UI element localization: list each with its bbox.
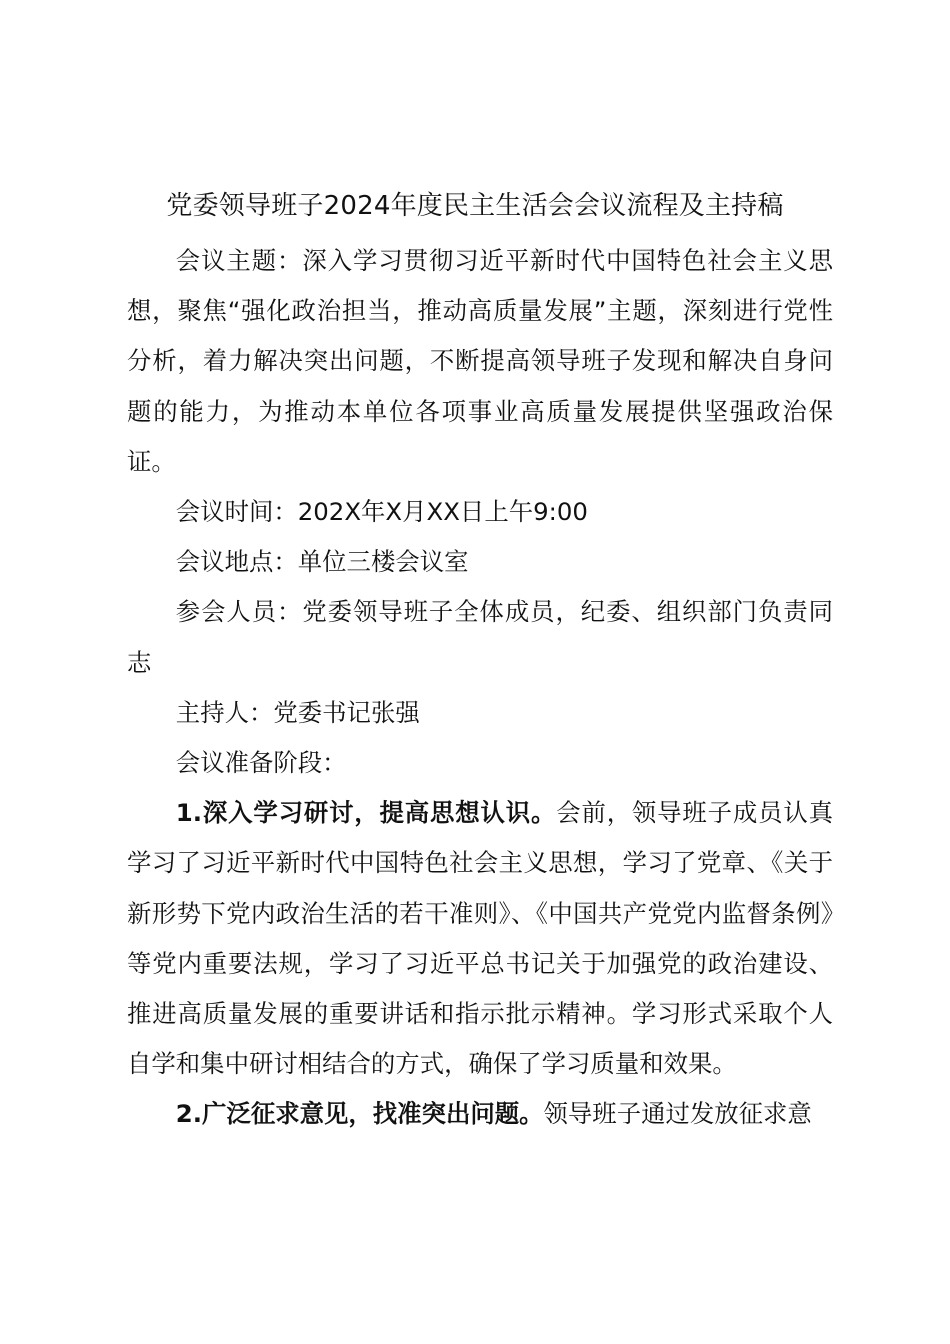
document-title: 党委领导班子2024年度民主生活会会议流程及主持稿 xyxy=(166,191,784,221)
item-2-text: 领导班子通过发放征求意 xyxy=(543,1099,812,1129)
host-label: 主持人： xyxy=(175,697,274,727)
document-body xyxy=(127,236,833,1140)
meeting-time-text: 202X年X月XX日上午9:00 xyxy=(297,497,588,527)
item-1-text: 会前，领导班子成员认真学习了习近平新时代中国特色社会主义思想，学习了党章、《关于新形势下党内政治生活的若干准则》、《中国共产党党内监督条例》等党内重要法规，学习了习近平总书记关于加强党的政治建设、推进高质量发展的重要讲话和指示批示精神。学习形式采取个人自学和集中研讨相结合的方式，确保了学习质量和效果。 xyxy=(127,798,833,1079)
attendees-label: 参会人员： xyxy=(175,597,303,627)
meeting-theme-paragraph xyxy=(127,236,833,487)
meeting-place-label: 会议地点： xyxy=(175,547,298,577)
attendees-paragraph xyxy=(127,587,833,687)
preparation-heading: 会议准备阶段： xyxy=(175,748,347,778)
meeting-theme-text: 深入学习贯彻习近平新时代中国特色社会主义思想，聚焦“强化政治担当，推动高质量发展”主题，深刻进行党性分析，着力解决突出问题，不断提高领导班子发现和解决自身问题的能力，为推动本单位各项事业高质量发展提供坚强政治保证。 xyxy=(127,246,833,476)
meeting-theme-label: 会议主题： xyxy=(175,246,303,275)
meeting-place-text: 单位三楼会议室 xyxy=(297,547,469,577)
meeting-time-paragraph xyxy=(127,487,833,537)
host-text: 党委书记张强 xyxy=(273,697,420,727)
host-paragraph xyxy=(127,688,833,738)
item-1-paragraph xyxy=(127,788,833,1089)
item-2-heading: 2.广泛征求意见，找准突出问题。 xyxy=(175,1099,544,1129)
item-1-heading: 1.深入学习研讨，提高思想认识。 xyxy=(175,798,557,828)
attendees-text: 党委领导班子全体成员，纪委、组织部门负责同志 xyxy=(127,597,833,677)
item-2-paragraph xyxy=(127,1089,833,1139)
meeting-time-label: 会议时间： xyxy=(175,497,298,527)
meeting-place-paragraph xyxy=(127,537,833,587)
